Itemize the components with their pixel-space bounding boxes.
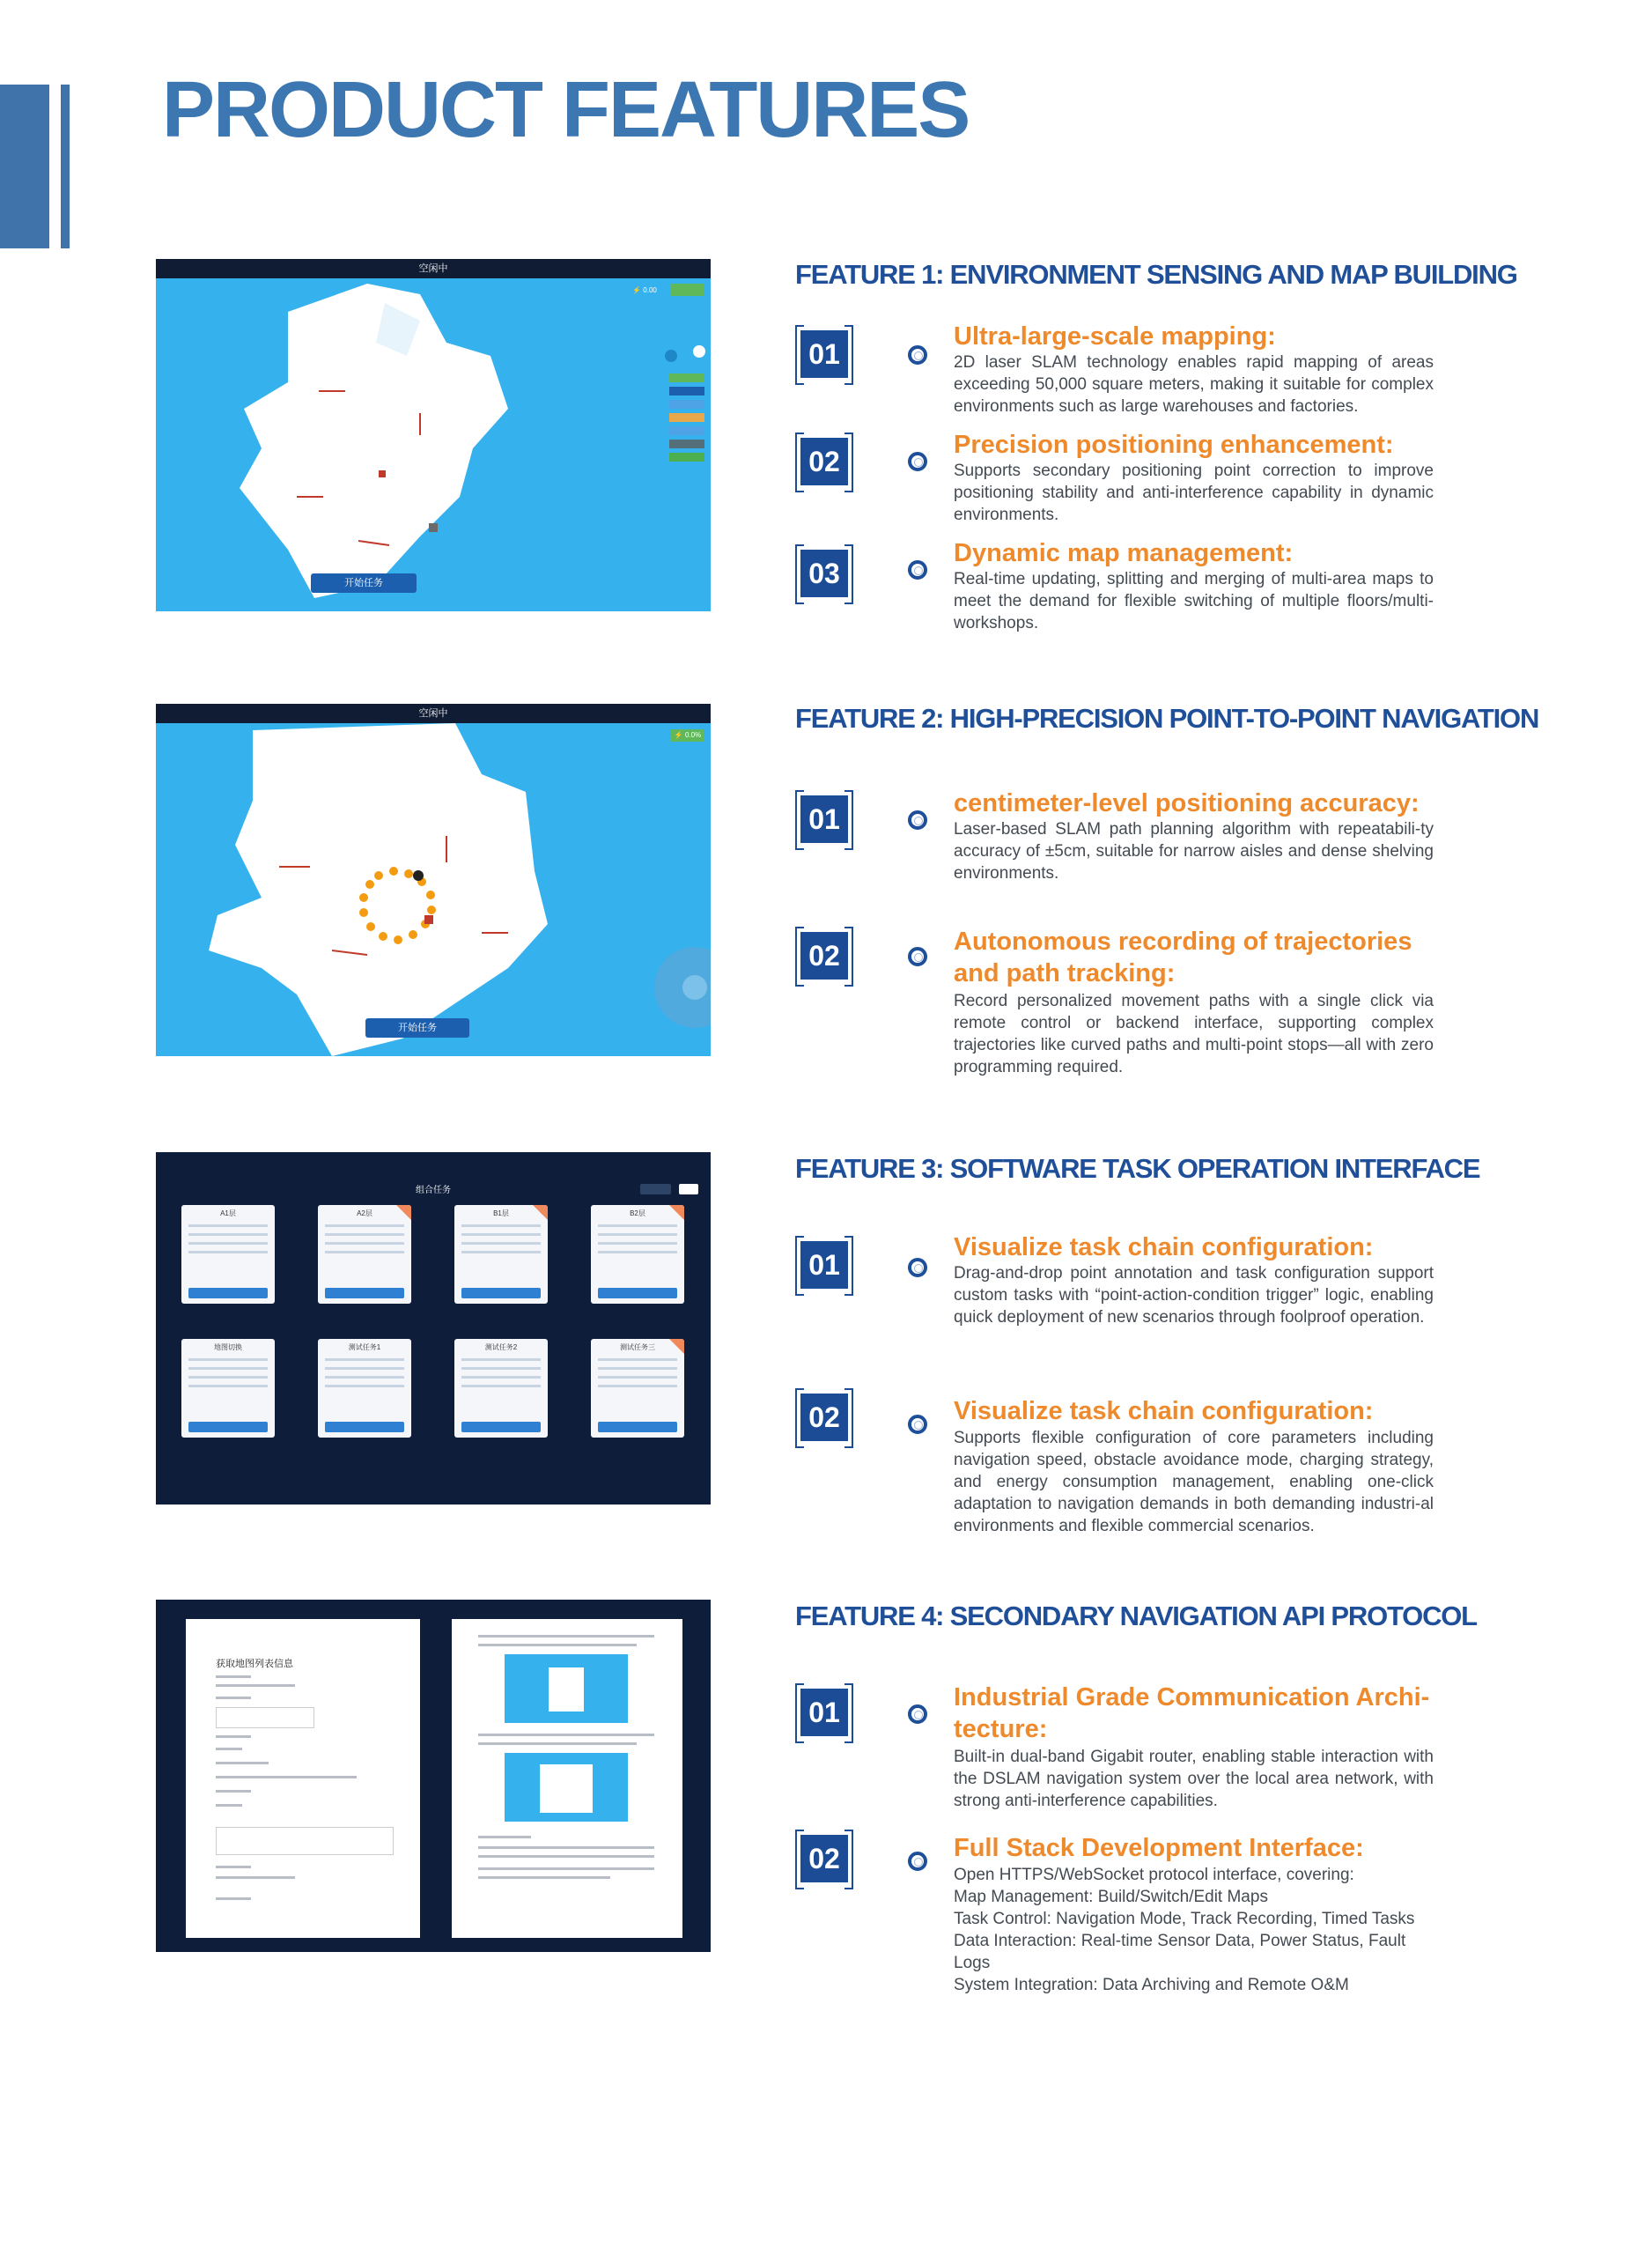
feature-1-item-3-badge: 03 bbox=[795, 544, 853, 603]
task-card[interactable]: A1层 bbox=[181, 1205, 275, 1304]
task-screen-title: 组合任务 bbox=[416, 1186, 451, 1195]
feature-4-item-2-desc: Open HTTPS/WebSocket protocol interface, covering: Map Management: Build/Switch/Edit Maps Task Control: Navigation Mode, Track Recording, Timed Tasks Data Interaction: Real-time Sensor Data, Power Status, Fault Logs System Integration: Data Archiving and Remote O&M bbox=[954, 1866, 1415, 1994]
task-card[interactable]: 地图切换 bbox=[181, 1339, 275, 1438]
feature-4-item-2-title: Full Stack Development Interface: bbox=[954, 1834, 1364, 1862]
bullet-circle-icon bbox=[908, 1258, 927, 1277]
feature-4-heading: FEATURE 4: SECONDARY NAVIGATION API PROTOCOL bbox=[795, 1601, 1477, 1631]
feature-1-item-2-desc: Supports secondary positioning point correction to improve positioning stability and anti-interference capability in dynamic environments. bbox=[954, 462, 1434, 524]
navigation-map-image bbox=[156, 704, 711, 1056]
feature-1-item-2-badge: 02 bbox=[795, 433, 853, 491]
feature-2-screenshot bbox=[156, 704, 711, 1056]
feature-1-item-3-desc: Real-time updating, splitting and merging of multi-area maps to meet the demand for flexible switching of multiple floors/multi-workshops. bbox=[954, 570, 1434, 632]
feature-4-item-1-badge: 01 bbox=[795, 1683, 853, 1741]
feature-2-item-2-title: Autonomous recording of trajectories and path tracking: bbox=[954, 928, 1412, 987]
feature-2-item-2-badge: 02 bbox=[795, 927, 853, 985]
screen-action-button[interactable] bbox=[679, 1184, 698, 1194]
feature-1-item-2-title: Precision positioning enhancement: bbox=[954, 431, 1394, 459]
feature-1-item-1-badge: 01 bbox=[795, 325, 853, 383]
api-doc-page-left bbox=[186, 1619, 420, 1938]
feature-3-item-2-title: Visualize task chain configuration: bbox=[954, 1397, 1374, 1425]
feature-4-item-1-title: Industrial Grade Communication Archi-tecture: bbox=[954, 1683, 1430, 1743]
api-doc-page-right bbox=[452, 1619, 682, 1938]
task-card[interactable]: 测试任务1 bbox=[318, 1339, 411, 1438]
header-accent-line bbox=[61, 85, 70, 248]
screen-action-button[interactable] bbox=[640, 1184, 671, 1194]
start-task-button[interactable]: 开始任务 bbox=[311, 573, 417, 593]
bullet-circle-icon bbox=[908, 452, 927, 471]
header-accent-bar bbox=[0, 85, 49, 248]
screenshot-status-bar: 空闲中 bbox=[156, 704, 711, 723]
screenshot-status-bar: 空闲中 bbox=[156, 259, 711, 278]
feature-4-item-2-badge: 02 bbox=[795, 1830, 853, 1888]
task-card[interactable]: B2层 bbox=[591, 1205, 684, 1304]
feature-2-item-2-desc: Record personalized movement paths with a single click via remote control or backend interface, supporting complex trajectories like curved paths and multi-point stops—all with zero programming required. bbox=[954, 992, 1434, 1076]
page-title: PRODUCT FEATURES bbox=[162, 66, 970, 154]
bullet-circle-icon bbox=[908, 560, 927, 580]
battery-badge: ⚡ 0.00 bbox=[632, 286, 657, 294]
feature-2-item-1-title: centimeter-level positioning accuracy: bbox=[954, 789, 1420, 817]
bullet-circle-icon bbox=[908, 1704, 927, 1724]
bullet-circle-icon bbox=[908, 345, 927, 365]
feature-3-item-1-badge: 01 bbox=[795, 1236, 853, 1294]
feature-4-item-1-desc: Built-in dual-band Gigabit router, enabling stable interaction with the DSLAM navigation system over the local area network, with strong anti-interference capabilities. bbox=[954, 1748, 1434, 1810]
start-task-button[interactable]: 开始任务 bbox=[365, 1018, 469, 1038]
feature-1-item-1-title: Ultra-large-scale mapping: bbox=[954, 322, 1276, 351]
feature-3-heading: FEATURE 3: SOFTWARE TASK OPERATION INTERFACE bbox=[795, 1153, 1480, 1184]
feature-4-screenshot bbox=[156, 1600, 711, 1952]
bullet-circle-icon bbox=[908, 947, 927, 966]
bullet-circle-icon bbox=[908, 1415, 927, 1434]
feature-2-heading: FEATURE 2: HIGH-PRECISION POINT-TO-POINT NAVIGATION bbox=[795, 703, 1539, 734]
task-card[interactable]: 测试任务三 bbox=[591, 1339, 684, 1438]
slam-map-image bbox=[156, 259, 711, 611]
feature-1-heading: FEATURE 1: ENVIRONMENT SENSING AND MAP BUILDING bbox=[795, 259, 1517, 290]
task-card[interactable]: 测试任务2 bbox=[454, 1339, 548, 1438]
feature-3-item-2-badge: 02 bbox=[795, 1388, 853, 1446]
feature-1-screenshot bbox=[156, 259, 711, 611]
feature-1-item-3-title: Dynamic map management: bbox=[954, 539, 1294, 567]
feature-1-item-1-desc: 2D laser SLAM technology enables rapid mapping of areas exceeding 50,000 square meters, making it suitable for complex environments such as large warehouses and factories. bbox=[954, 353, 1434, 416]
feature-3-item-1-desc: Drag-and-drop point annotation and task configuration support custom tasks with “point-action-condition trigger” logic, enabling quick deployment of new scenarios through foolproof operation. bbox=[954, 1264, 1434, 1327]
feature-3-screenshot bbox=[156, 1152, 711, 1505]
api-doc-title: 获取地图列表信息 bbox=[216, 1659, 293, 1669]
battery-badge: ⚡ 0.0% bbox=[671, 729, 704, 742]
feature-2-item-1-desc: Laser-based SLAM path planning algorithm with repeatabili-ty accuracy of ±5cm, suitable for narrow aisles and dense shelving environments. bbox=[954, 820, 1434, 883]
task-card[interactable]: B1层 bbox=[454, 1205, 548, 1304]
bullet-circle-icon bbox=[908, 1852, 927, 1871]
task-card[interactable]: A2层 bbox=[318, 1205, 411, 1304]
feature-3-item-2-desc: Supports flexible configuration of core parameters including navigation speed, obstacle avoidance mode, charging strategy, and energy consumption management, enabling one-click adaptation to navigation demands in both demanding industri-al environments and flexible commercial scenarios. bbox=[954, 1429, 1434, 1535]
bullet-circle-icon bbox=[908, 810, 927, 830]
feature-3-item-1-title: Visualize task chain configuration: bbox=[954, 1233, 1374, 1261]
feature-2-item-1-badge: 01 bbox=[795, 790, 853, 848]
